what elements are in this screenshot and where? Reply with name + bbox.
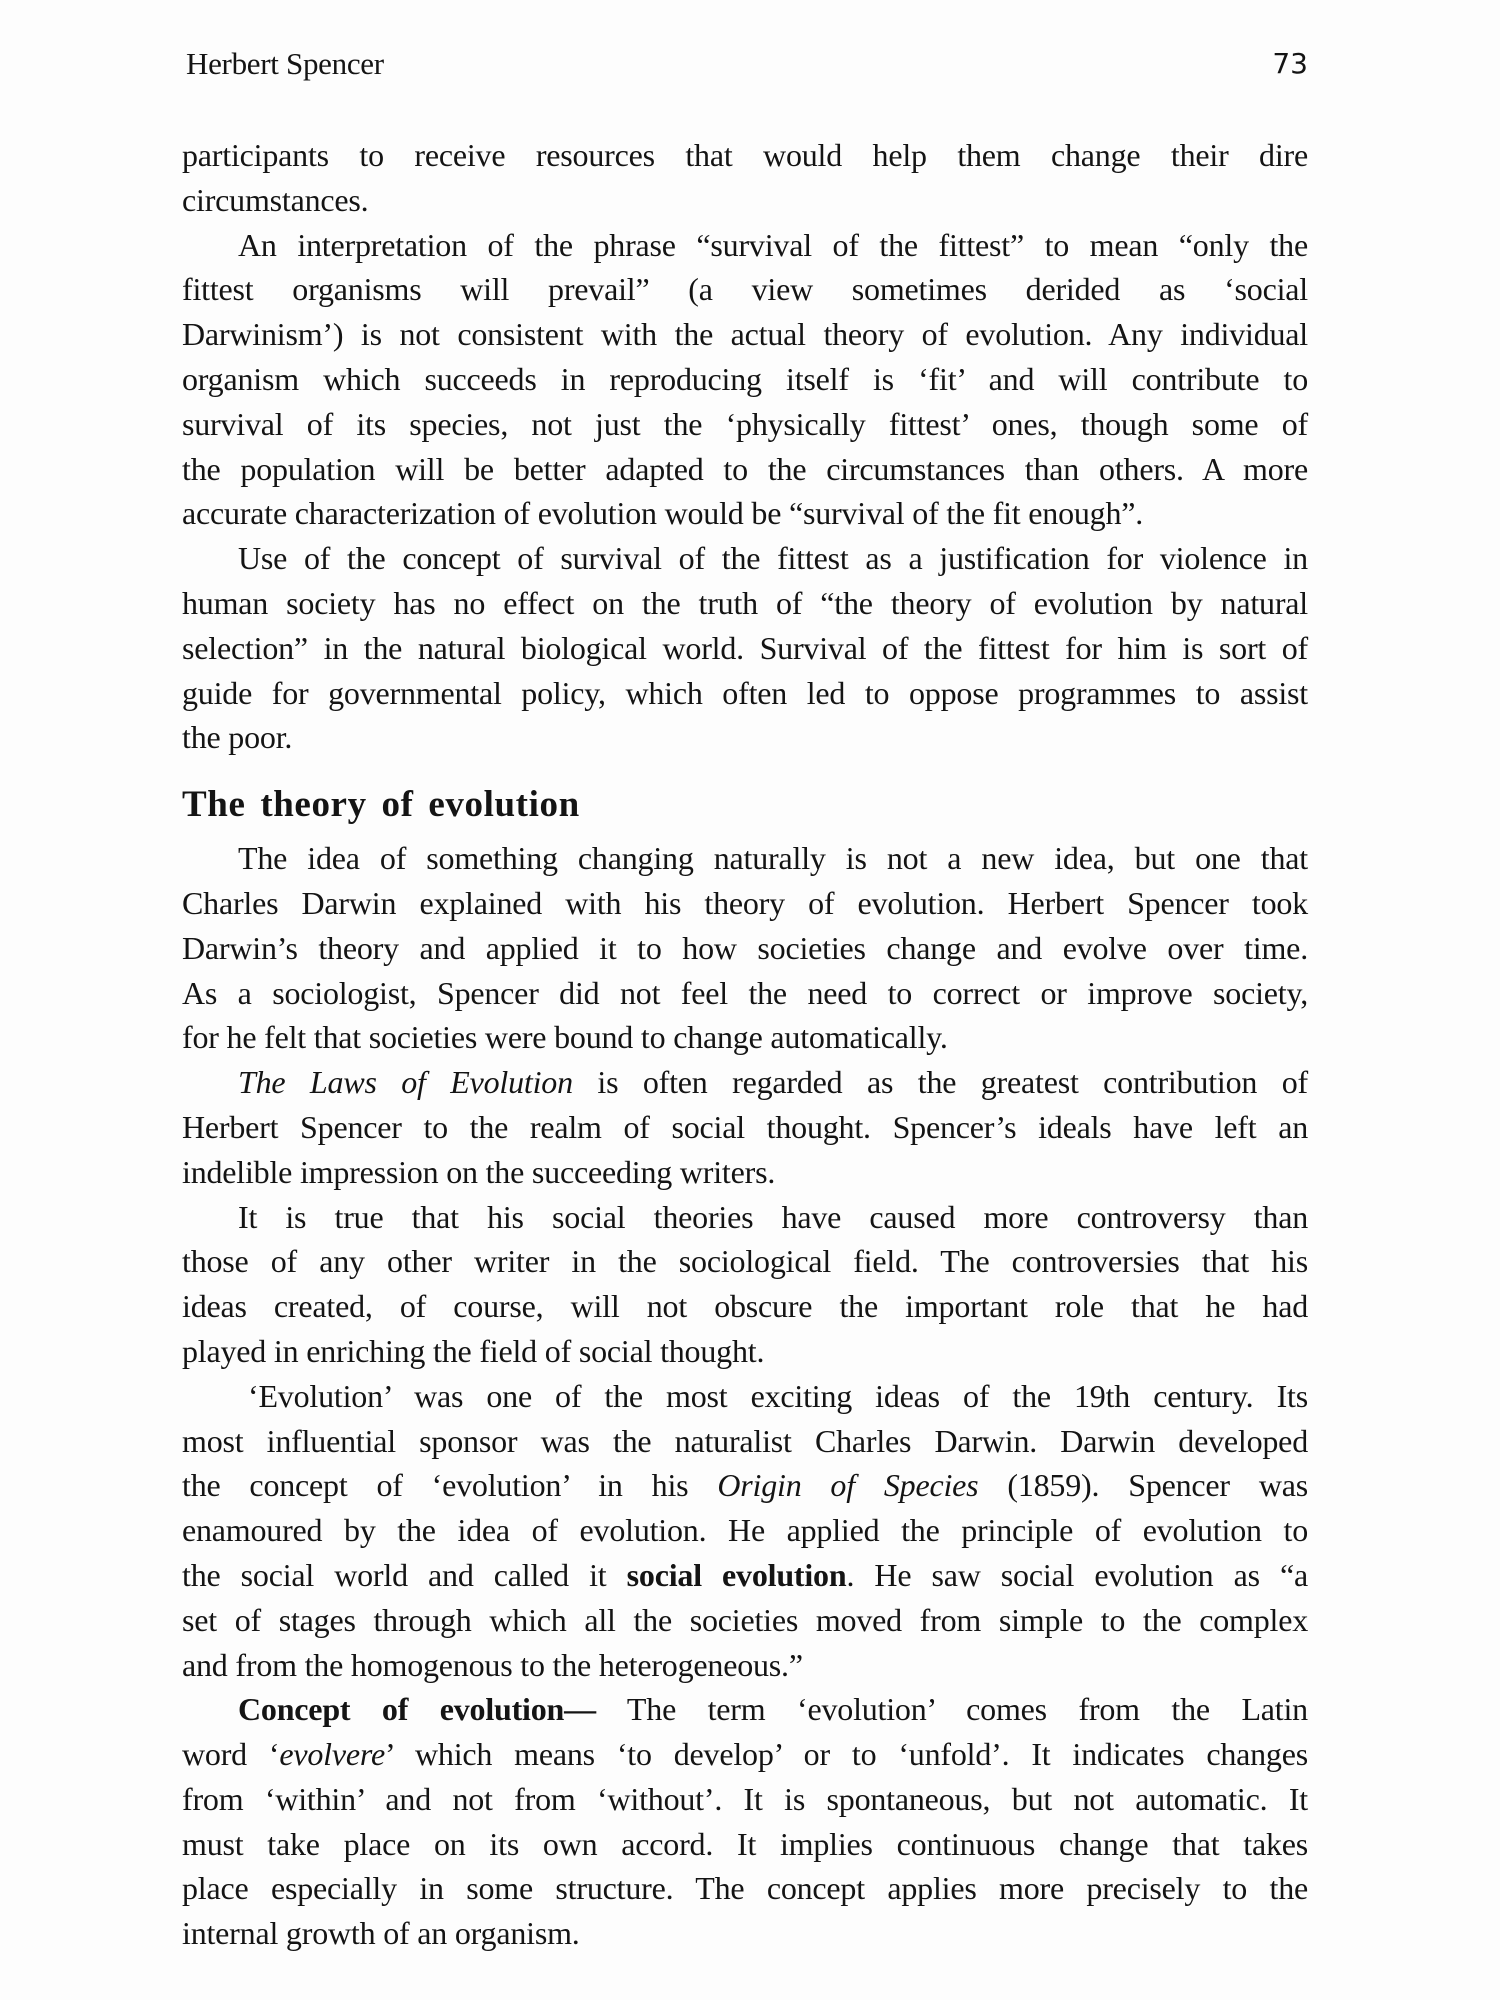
text-line: participants to receive resources that would help them change their dire — [182, 137, 1308, 173]
text-line: Use of the concept of survival of the fittest as a justification for violence in — [238, 540, 1308, 577]
text-line: indelible impression on the succeeding writers. — [182, 1153, 776, 1190]
text-run: (1859). Spencer was — [978, 1467, 1308, 1504]
text-line: The idea of something changing naturally is not a new idea, but one that — [238, 840, 1308, 877]
paragraph-violence-justification — [182, 536, 1308, 760]
section-heading: The theory of evolution — [182, 784, 580, 826]
text-line — [182, 1060, 1308, 1105]
paragraph-evolution-19th-century — [182, 1374, 1308, 1688]
text-run: is often regarded as the greatest contribution of — [572, 1064, 1308, 1101]
bold-term: social evolution — [626, 1556, 847, 1593]
text-run: ’ which means ‘to develop’ or to ‘unfold’. It indicates changes — [384, 1736, 1308, 1773]
text-line: Darwin’s theory and applied it to how societies change and evolve over time. — [182, 929, 1308, 966]
text-line: enamoured by the idea of evolution. He applied the principle of evolution to — [182, 1512, 1308, 1549]
text-line — [182, 1732, 1308, 1777]
text-line: internal growth of an organism. — [182, 1915, 580, 1952]
text-line: must take place on its own accord. It implies continuous change that takes — [182, 1825, 1308, 1862]
paragraph-continuation — [182, 133, 1308, 223]
text-line: set of stages through which all the societies moved from simple to the complex — [182, 1601, 1308, 1638]
text-run: the concept of ‘evolution’ in his — [182, 1467, 718, 1504]
text-run: The term ‘evolution’ comes from the Latin — [595, 1691, 1308, 1728]
text-line: for he felt that societies were bound to change automatically. — [182, 1019, 948, 1056]
running-head — [186, 44, 1308, 84]
page-number: 73 — [1272, 47, 1308, 80]
body-text — [182, 133, 1308, 1956]
paragraph-survival-interpretation — [182, 223, 1308, 537]
text-line: human society has no effect on the truth of “the theory of evolution by natural — [182, 584, 1308, 621]
text-line: the population will be better adapted to the circumstances than others. A more — [182, 450, 1308, 487]
text-line — [182, 1687, 1308, 1732]
text-line: It is true that his social theories have caused more controversy than — [238, 1198, 1308, 1235]
text-line: circumstances. — [182, 181, 369, 218]
text-line: ideas created, of course, will not obscure the important role that he had — [182, 1288, 1308, 1325]
text-line: ‘Evolution’ was one of the most exciting ideas of the 19th century. Its — [248, 1377, 1308, 1414]
text-run: . He saw social evolution as “a — [846, 1556, 1308, 1593]
text-line: fittest organisms will prevail” (a view sometimes derided as ‘social — [182, 271, 1308, 308]
text-line: place especially in some structure. The concept applies more precisely to the — [182, 1870, 1308, 1907]
text-line — [182, 1463, 1308, 1508]
latin-term-italic: evolvere — [279, 1736, 385, 1773]
text-line: Charles Darwin explained with his theory of evolution. Herbert Spencer took — [182, 884, 1308, 921]
text-line: and from the homogenous to the heterogeneous.” — [182, 1646, 803, 1683]
text-line: An interpretation of the phrase “survival of the fittest” to mean “only the — [238, 226, 1308, 263]
text-line: organism which succeeds in reproducing itself is ‘fit’ and will contribute to — [182, 360, 1308, 397]
text-line: the poor. — [182, 719, 293, 756]
text-line: guide for governmental policy, which often led to oppose programmes to assist — [182, 674, 1308, 711]
paragraph-laws-of-evolution — [182, 1060, 1308, 1194]
text-line: those of any other writer in the sociological field. The controversies that his — [182, 1243, 1308, 1280]
text-line: selection” in the natural biological world. Survival of the fittest for him is sort of — [182, 629, 1308, 666]
text-line: Darwinism’) is not consistent with the actual theory of evolution. Any individual — [182, 316, 1308, 353]
text-line: survival of its species, not just the ‘physically fittest’ ones, though some of — [182, 405, 1308, 442]
text-line: accurate characterization of evolution would be “survival of the fit enough”. — [182, 495, 1144, 532]
text-line — [182, 1553, 1308, 1598]
text-line: played in enriching the field of social thought. — [182, 1332, 765, 1369]
text-line: from ‘within’ and not from ‘without’. It is spontaneous, but not automatic. It — [182, 1780, 1308, 1817]
text-run: the social world and called it — [182, 1556, 627, 1593]
paragraph-idea-of-change — [182, 836, 1308, 1060]
paragraph-concept-of-evolution — [182, 1687, 1308, 1956]
paragraph-controversy — [182, 1195, 1308, 1374]
book-title-italic: The Laws of Evolution — [238, 1064, 573, 1101]
text-line: most influential sponsor was the naturalist Charles Darwin. Darwin developed — [182, 1422, 1308, 1459]
run-in-heading: Concept of evolution— — [238, 1691, 596, 1728]
text-run: word ‘ — [182, 1736, 280, 1773]
text-line: As a sociologist, Spencer did not feel the need to correct or improve society, — [182, 974, 1308, 1011]
running-head-title: Herbert Spencer — [186, 46, 384, 81]
text-line: Herbert Spencer to the realm of social thought. Spencer’s ideals have left an — [182, 1108, 1308, 1145]
book-title-italic: Origin of Species — [717, 1467, 979, 1504]
